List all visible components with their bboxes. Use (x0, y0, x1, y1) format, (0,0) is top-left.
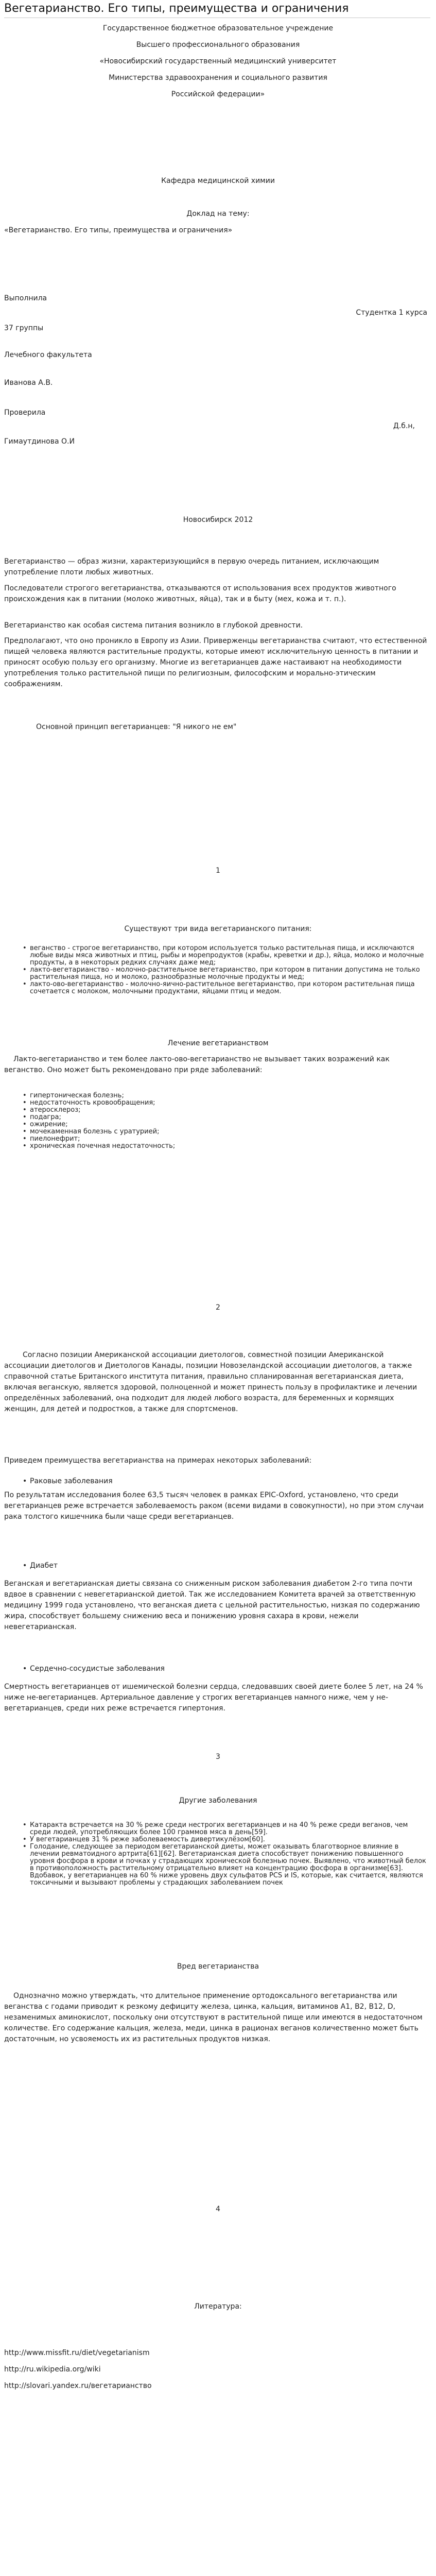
report-label: Доклад на тему: (186, 210, 250, 218)
reference-link[interactable]: http://ru.wikipedia.org/wiki (4, 2365, 101, 2374)
intro-paragraph: Предполагают, что оно проникло в Европу из Азии. Приверженцы вегетарианства считают, что естественной пищей человека являются растительные продукты, которые имеют исключительную ценность в питании и приносят особую пользу его организму. Многие из вегетарианцев даже настаивают на необходимости употребления только растительной пищи по религиозным, философским и морально-этическим соображениям. (4, 637, 427, 688)
list-item: • лакто-ово-вегетарианство - молочно-яично-растительное вегетарианство, при котором растительная пища сочетается с молоком, молочными продуктами, яйцами птиц и медом. (23, 981, 427, 995)
treatment-paragraph: Лакто-вегетарианство и тем более лакто-ово-вегетарианство не вызывает таких возражений как веганство. Оно может быть рекомендовано при ряде заболеваний: (4, 1055, 390, 1074)
types-heading: Существуют три вида вегетарианского питания: (124, 925, 312, 933)
student-faculty: Лечебного факультета (4, 351, 92, 359)
harm-paragraph: Однозначно можно утверждать, что длительное применение ортодоксального вегетарианства или веганства с годами приводит к резкому дефициту железа, цинка, кальция, витаминов А1, В2, В12, D, незаменимых аминокислот, поскольку они отсутствуют в растительной пище или имеются в недостаточном количестве. Его содержание кальция, железа, меди, цинка в рационах веганов количественно может быть достаточным, но усвояемость их из растительных продуктов низкая. (4, 1992, 423, 2043)
section-heading-list (23, 1477, 427, 1486)
list-item: • веганство - строгое вегетарианство, при котором используется только растительная пища, и исключаются любые виды мяса животных и птиц, рыбы и морепродуктов (крабы, креветки и др.), яйца, молоко и молочные продукты, а в некоторых редких случаях даже мед; (23, 945, 427, 967)
page-number: 3 (216, 1753, 220, 1761)
document-title: Вегетарианство. Его типы, преимущества и ограничения (4, 2, 349, 15)
list-item: • атеросклероз; (23, 1107, 427, 1114)
intro-paragraph: Последователи строгого вегетарианства, отказываются от использования всех продуктов животного происхождения как в питании (молоко животных, яйца), так и в быту (мех, кожа и т. п.). (4, 584, 396, 603)
reference-link[interactable]: http://slovari.yandex.ru/вегетарианство (4, 2382, 152, 2390)
section-heading-list (23, 1664, 427, 1673)
main-principle: Основной принцип вегетарианцев: "Я никого не ем" (36, 723, 237, 731)
page-number: 1 (216, 867, 220, 875)
list-item: • пиелонефрит; (23, 1136, 427, 1143)
section-text: Веганская и вегетарианская диеты связана со сниженным риском заболевания диабетом 2-го типа почти вдвое в сравнении с невегетарианской диетой. Так же исследованием Комитета врачей за ответственную медицину 1999 года установлено, что веганская диета с цельной растительностью, низкая по содержанию жира, способствует большему снижению веса и понижению уровня сахара в крови, нежели невегетарианская. (4, 1580, 420, 1631)
institution-line: Высшего профессионального образования (136, 41, 300, 49)
list-item: • У вегетарианцев 31 % реже заболеваемость дивертикулёзом[60]. (23, 1836, 427, 1843)
section-text: По результатам исследования более 63,5 тысяч человек в рамках EPIC-Oxford, установлено, что среди вегетарианцев реже встречается заболеваемость раком (всеми видами в совокупности), но при этом случаи рака толстого кишечника были чаще среди вегетарианцев. (4, 1491, 424, 1521)
intro-paragraph: Вегетарианство как особая система питания возникло в глубокой древности. (4, 621, 303, 630)
section-heading: • Диабет (23, 1561, 427, 1570)
department: Кафедра медицинской химии (161, 177, 275, 185)
references-heading: Литература: (194, 2302, 242, 2311)
institution-line: Государственное бюджетное образовательное учреждение (102, 24, 334, 32)
student-name: Иванова А.В. (4, 379, 53, 387)
harm-heading: Вред вегетарианства (177, 1962, 259, 1971)
institution-line: Российской федерации» (171, 90, 265, 98)
report-topic: «Вегетарианство. Его типы, преимущества и ограничения» (4, 226, 233, 234)
list-item: • Голодание, следующее за периодом вегетарианской диеты, может оказывать благотворное влияние в лечении ревматоидного артрита[61][62]. Вегетарианская диета способствует понижению повышенного уровня фосфора в крови и почках у страдающих хронической болезнью почек. Выявлено, что животный белок в противоположность растительному отрицательно влияет на концентрацию фосфора в организме[63]. Вдобавок, у вегетарианцев на 60 % ниже уровень двух сульфатов PCS и IS, которые, как считается, являются токсичными и вызывают проблемы у страдающих заболеванием почек (23, 1843, 427, 1887)
section-heading-list (23, 1561, 427, 1570)
examples-heading: Приведем преимущества вегетарианства на примерах некоторых заболеваний: (4, 1456, 312, 1465)
association-paragraph: Согласно позиции Американской ассоциации диетологов, совместной позиции Американской ассоциации диетологов и Диетологов Канады, позиции Новозеландской ассоциации диетологов, а также справочной статье Британского института питания, правильно спланированная вегетарианская диета, включая веганскую, является здоровой, полноценной и может принесть пользу в профилактике и лечении определённых заболеваний, она подходит для людей любого возраста, для беременных и кормящих женщин, для детей и подростков, а также для спортсменов. (4, 1351, 417, 1413)
list-item: • подагра; (23, 1114, 427, 1121)
list-item: • мочекаменная болезнь с уратурией; (23, 1128, 427, 1136)
checked-label: Проверила (4, 409, 46, 417)
list-item: • хроническая почечная недостаточность; (23, 1143, 427, 1150)
list-item: • лакто-вегетарианство - молочно-растительное вегетарианство, при котором в питании допустима не только растительная пища, но и молоко, разнообразные молочные продукты и мед; (23, 967, 427, 981)
intro-paragraph: Вегетарианство — образ жизни, характеризующийся в первую очередь питанием, исключающим употребление плоти любых животных. (4, 557, 379, 577)
city-year: Новосибирск 2012 (183, 516, 253, 524)
vegetarian-types-list (23, 945, 427, 995)
diseases-list (23, 1092, 427, 1150)
other-diseases-list (23, 1822, 427, 1887)
page-number: 4 (216, 2205, 220, 2213)
student-course: Студентка 1 курса (356, 309, 427, 317)
student-group: 37 группы (4, 324, 44, 332)
section-heading: • Сердечно-сосудистые заболевания (23, 1664, 427, 1673)
institution-line: «Новосибирский государственный медицинский университет (99, 57, 337, 65)
performed-label: Выполнила (4, 294, 47, 302)
list-item: • Катаракта встречается на 30 % реже среди нестрогих вегетарианцев и на 40 % реже среди веганов, чем среди людей, употребляющих более 100 граммов мяса в день[59]. (23, 1822, 427, 1836)
list-item: • ожирение; (23, 1121, 427, 1128)
other-diseases-heading: Другие заболевания (179, 1797, 257, 1805)
reference-link[interactable]: http://www.missfit.ru/diet/vegetarianism (4, 2349, 150, 2357)
list-item: • гипертоническая болезнь; (23, 1092, 427, 1099)
checker-name: Гимаутдинова О.И (4, 437, 75, 446)
page-number: 2 (216, 1303, 220, 1312)
checker-degree: Д.б.н, (393, 422, 415, 430)
institution-line: Министерства здравоохранения и социального развития (109, 74, 327, 82)
list-item: • недостаточность кровообращения; (23, 1099, 427, 1107)
section-text: Смертность вегетарианцев от ишемической болезни сердца, следовавших своей диете более 5 лет, на 24 % ниже не-вегетарианцев. Артериальное давление у строгих вегетарианцев намного ниже, чем у не-вегетарианцев, среди них реже встречается гипертония. (4, 1683, 423, 1713)
treatment-heading: Лечение вегетарианством (167, 1039, 269, 1047)
section-heading: • Раковые заболевания (23, 1477, 427, 1486)
